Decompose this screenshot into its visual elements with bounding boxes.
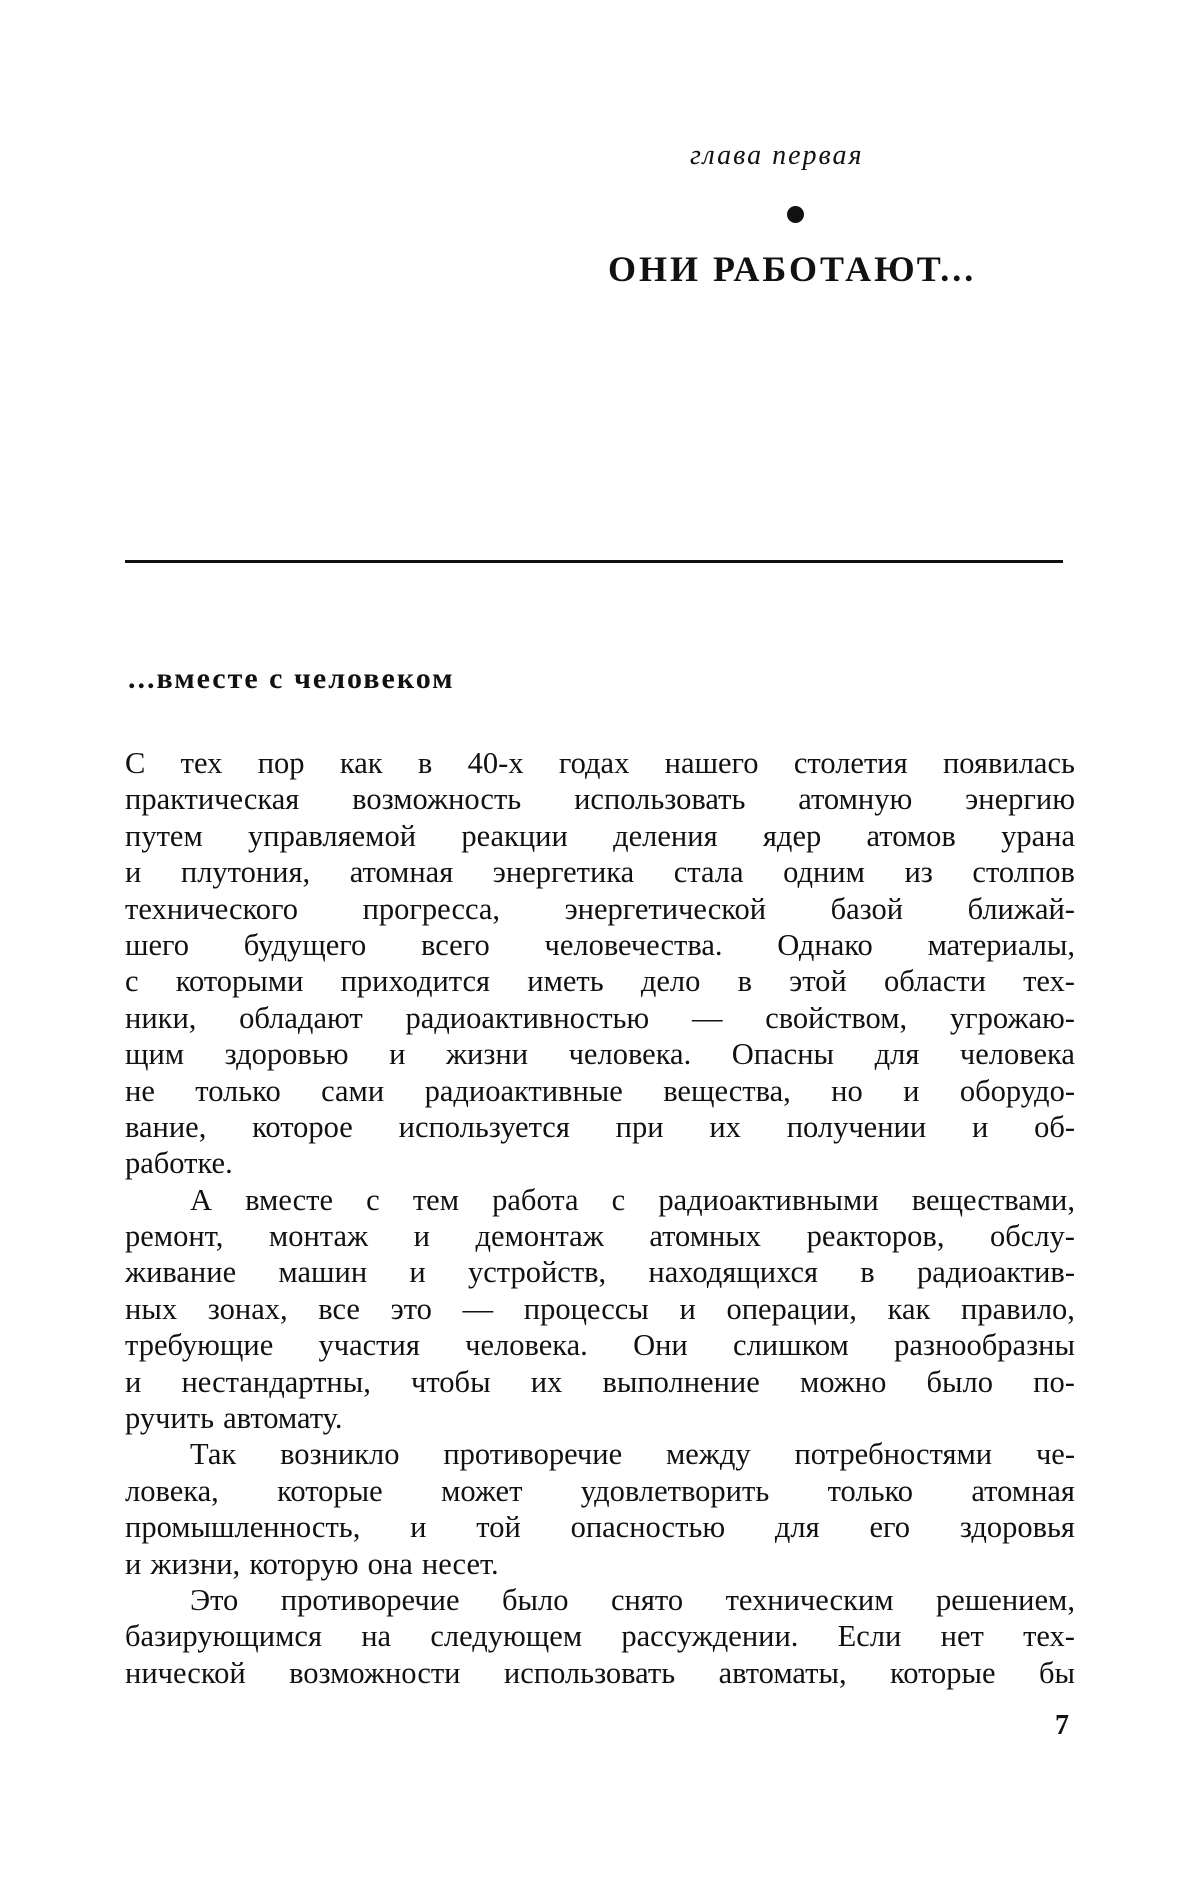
word: она [367,1546,413,1581]
word: об- [1034,1109,1075,1144]
word: обладают [239,1000,363,1035]
word: практическая [125,782,300,817]
word: деления [613,818,718,853]
word: правило, [961,1291,1075,1326]
text-line [125,1400,1075,1436]
word: из [904,855,933,890]
word: атомная [349,855,454,890]
word: ловека, [125,1473,219,1508]
word: Это [190,1582,239,1617]
word: использовать [574,782,746,817]
word: щим [125,1037,185,1072]
word: на [361,1619,392,1654]
word: сами [321,1073,385,1108]
word: плутония, [180,855,311,890]
word: годах [558,746,630,780]
word: — [691,1000,723,1035]
word: зонах, [207,1291,288,1326]
word: выполнение [602,1364,760,1399]
word: С [125,746,146,780]
text-line [125,1655,1075,1691]
word: слишком [733,1328,849,1363]
word: — [462,1291,494,1326]
word: жизни [445,1037,529,1072]
word: этой [789,964,847,999]
word: снято [611,1582,684,1617]
word: как [887,1291,931,1326]
text-line [125,1182,1075,1218]
word: той [476,1510,521,1545]
word: Если [837,1619,902,1654]
word: участия [318,1328,420,1363]
word: удовлетворить [580,1473,770,1508]
word: Они [633,1328,688,1363]
word: веществами, [911,1182,1075,1217]
word: ных [125,1291,178,1326]
word: при [615,1109,664,1144]
word: области [883,964,986,999]
word: 40-х [467,746,524,780]
word: Однако [777,927,873,962]
word: требующие [125,1328,274,1363]
word: но [831,1073,863,1108]
text-line [125,1327,1075,1363]
word: в [737,964,752,999]
word: энергию [965,782,1075,817]
word: и [971,1109,989,1144]
word: это [390,1291,432,1326]
word: и [903,1073,920,1108]
word: тех- [1023,964,1075,999]
word: атомов [866,818,956,853]
word: реакции [461,818,568,853]
word: разнообразны [894,1328,1075,1363]
word: не [125,1073,155,1108]
word: человечества. [544,927,723,962]
text-line [125,1109,1075,1145]
word: вание, [125,1109,207,1144]
word: и [125,1364,142,1399]
text-line [125,1364,1075,1400]
word: которые [890,1655,996,1690]
word: энергетика [492,855,635,890]
word: которое [252,1109,353,1144]
word: технического [125,891,299,926]
word: возникло [280,1437,400,1472]
word: потребностями [794,1437,993,1472]
text-line [125,1218,1075,1254]
word: базирующимся [125,1619,322,1654]
word: ядер [762,818,822,853]
word: рассуждении. [621,1619,799,1654]
word: получении [786,1109,927,1144]
word: и [125,855,142,890]
word: монтаж [268,1219,369,1254]
word: нической [125,1655,246,1690]
word: тех- [1023,1619,1075,1654]
word: здоровья [959,1510,1075,1545]
word: несет. [421,1546,499,1581]
word: Опасны [731,1037,835,1072]
word: можно [799,1364,887,1399]
page-number: 7 [1055,1710,1069,1741]
word: его [869,1510,911,1545]
word: находящихся [648,1255,819,1290]
word: дело [640,964,701,999]
word: атомная [971,1473,1075,1508]
word: урана [1001,818,1075,853]
word: стала [673,855,744,890]
text-line [125,1546,1075,1582]
word: по- [1033,1364,1075,1399]
word: и [410,1510,427,1545]
word: радиоактивными [658,1182,879,1217]
word: и [389,1037,406,1072]
word: Так [190,1437,237,1472]
word: с [611,1182,626,1217]
word: и [409,1255,426,1290]
word: автомату. [223,1401,343,1436]
word: А [190,1182,213,1217]
word: свойством, [765,1000,908,1035]
word: атомных [649,1219,762,1254]
word: устройств, [467,1255,607,1290]
word: может [441,1473,523,1508]
word: ремонт, [125,1219,224,1254]
word: приходится [340,964,491,999]
text-line [125,1073,1075,1109]
word: опасностью [570,1510,726,1545]
word: че- [1035,1437,1075,1472]
word: пор [257,746,305,780]
text-line [125,1582,1075,1618]
word: будущего [243,927,367,962]
word: решением, [936,1582,1075,1617]
text-line [125,1000,1075,1036]
text-line [125,745,1075,781]
word: обслу- [990,1219,1075,1254]
word: автоматы, [718,1655,847,1690]
body-text [125,745,1075,1691]
text-line [125,818,1075,854]
text-line [125,1291,1075,1327]
text-line [125,1473,1075,1509]
chapter-title: ОНИ РАБОТАЮТ... [608,249,977,289]
word: тем [412,1182,460,1217]
word: атомную [798,782,913,817]
word: все [318,1291,360,1326]
word: процессы [523,1291,649,1326]
word: в [417,746,433,780]
word: операции, [726,1291,857,1326]
word: для [874,1037,920,1072]
word: использовать [503,1655,676,1690]
word: и [125,1546,142,1581]
word: человека. [465,1328,588,1363]
word: шего [125,927,190,962]
word: в [860,1255,875,1290]
word: здоровью [224,1037,349,1072]
text-line [125,927,1075,963]
word: с [366,1182,380,1217]
word: между [665,1437,751,1472]
text-line [125,963,1075,999]
word: техническим [725,1582,894,1617]
word: и [679,1291,696,1326]
word: для [774,1510,820,1545]
word: нестандартны, [181,1364,371,1399]
word: вещества, [663,1073,791,1108]
word: столпов [972,855,1075,890]
chapter-bullet [787,206,804,223]
word: промышленность, [125,1510,361,1545]
word: тех [180,746,223,780]
text-line [125,1145,1075,1181]
word: бы [1038,1655,1075,1690]
word: живание [125,1255,237,1290]
word: чтобы [411,1364,491,1399]
word: ближай- [967,891,1075,926]
word: которые [277,1473,383,1508]
word: используется [398,1109,570,1144]
word: столетия [793,746,908,780]
word: вместе [245,1182,334,1217]
word: с [125,964,139,999]
word: нет [940,1619,984,1654]
word: иметь [527,964,604,999]
word: которую [249,1546,359,1581]
word: противоречие [280,1582,460,1617]
word: возможность [352,782,522,817]
section-heading: ...вместе с человеком [128,662,455,695]
word: их [709,1109,741,1144]
word: радиоактивные [424,1073,623,1108]
word: которыми [175,964,304,999]
word: ручить [125,1401,214,1436]
word: материалы, [927,927,1075,962]
word: и [413,1219,430,1254]
word: машин [278,1255,368,1290]
word: энергетической [564,891,767,926]
chapter-label: глава первая [690,140,864,171]
horizontal-rule [125,560,1063,563]
word: реакторов, [806,1219,945,1254]
word: следующем [430,1619,583,1654]
word: жизни, [150,1546,241,1581]
word: ники, [125,1000,197,1035]
word: их [530,1364,563,1399]
word: путем [125,818,203,853]
word: как [339,746,383,780]
word: человека. [568,1037,692,1072]
word: было [926,1364,994,1399]
word: появилась [942,746,1075,780]
word: возможности [289,1655,461,1690]
text-line [125,781,1075,817]
text-line [125,1254,1075,1290]
text-line [125,1436,1075,1472]
text-line [125,1618,1075,1654]
word: прогресса, [362,891,501,926]
word: демонтаж [475,1219,604,1254]
text-line [125,1036,1075,1072]
word: всего [421,927,490,962]
word: базой [830,891,904,926]
text-line [125,1509,1075,1545]
word: радиоактив- [916,1255,1075,1290]
word: только [827,1473,914,1508]
word: только [195,1073,281,1108]
word: человека [959,1037,1075,1072]
word: было [502,1582,569,1617]
word: радиоактивностью [405,1000,650,1035]
word: одним [783,855,865,890]
word: работа [492,1182,579,1217]
word: угрожаю- [949,1000,1075,1035]
text-line [125,854,1075,890]
word: нашего [664,746,759,780]
word: противоречие [443,1437,623,1472]
text-line [125,891,1075,927]
word: работке. [125,1146,233,1181]
word: оборудо- [959,1073,1075,1108]
word: управляемой [248,818,417,853]
